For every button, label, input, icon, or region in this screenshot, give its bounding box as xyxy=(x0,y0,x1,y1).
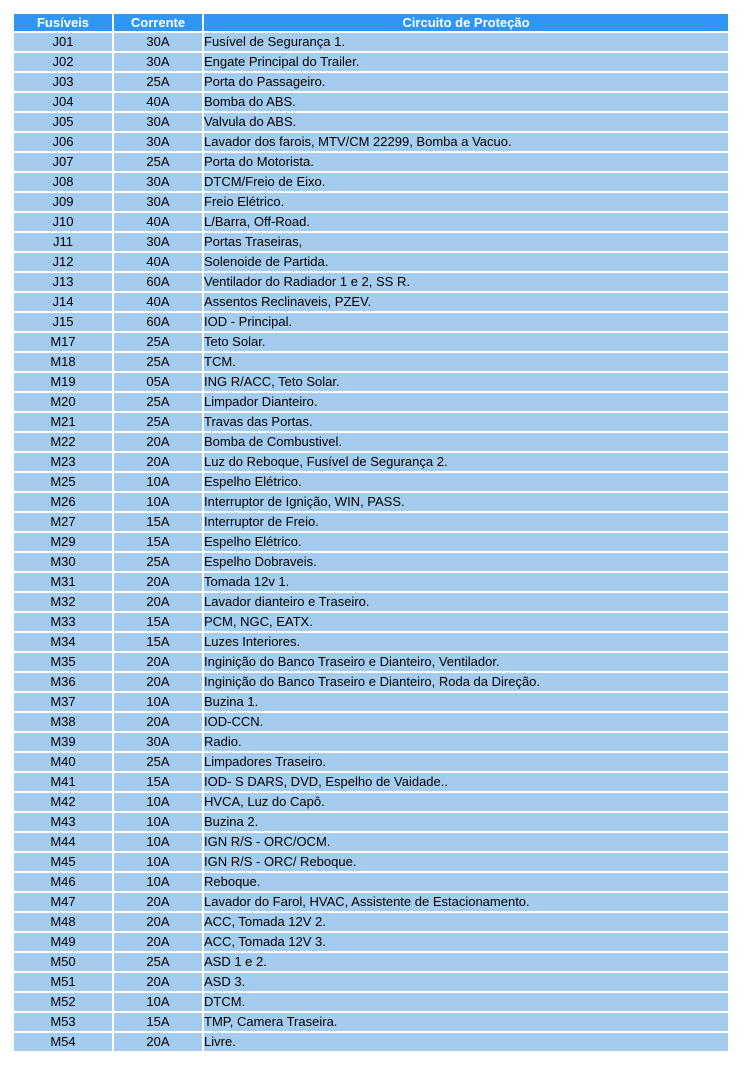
protected-circuit-cell: L/Barra, Off-Road. xyxy=(204,213,728,231)
protected-circuit-cell: Lavador dos farois, MTV/CM 22299, Bomba a Vacuo. xyxy=(204,133,728,151)
fuse-id-cell: M53 xyxy=(14,1013,112,1031)
table-row xyxy=(14,853,728,871)
table-row xyxy=(14,893,728,911)
fuse-id-cell: M45 xyxy=(14,853,112,871)
current-rating-cell: 15A xyxy=(114,1013,202,1031)
fuse-id-cell: J04 xyxy=(14,93,112,111)
table-row xyxy=(14,473,728,491)
table-row xyxy=(14,233,728,251)
current-rating-cell: 25A xyxy=(114,413,202,431)
table-row xyxy=(14,653,728,671)
current-rating-cell: 10A xyxy=(114,473,202,491)
protected-circuit-cell: TCM. xyxy=(204,353,728,371)
current-rating-cell: 40A xyxy=(114,93,202,111)
table-row xyxy=(14,953,728,971)
table-row xyxy=(14,713,728,731)
fuse-id-cell: M19 xyxy=(14,373,112,391)
current-rating-cell: 60A xyxy=(114,273,202,291)
current-rating-cell: 30A xyxy=(114,233,202,251)
table-row xyxy=(14,1033,728,1051)
table-row xyxy=(14,253,728,271)
table-row xyxy=(14,333,728,351)
protected-circuit-cell: Limpador Dianteiro. xyxy=(204,393,728,411)
protected-circuit-cell: Espelho Elétrico. xyxy=(204,533,728,551)
fuse-id-cell: M30 xyxy=(14,553,112,571)
fuse-id-cell: M48 xyxy=(14,913,112,931)
column-header-corrente: Corrente xyxy=(114,14,202,31)
table-row xyxy=(14,613,728,631)
table-row xyxy=(14,973,728,991)
protected-circuit-cell: Limpadores Traseiro. xyxy=(204,753,728,771)
protected-circuit-cell: ASD 3. xyxy=(204,973,728,991)
fuse-id-cell: J07 xyxy=(14,153,112,171)
table-row xyxy=(14,873,728,891)
fuse-id-cell: J05 xyxy=(14,113,112,131)
current-rating-cell: 60A xyxy=(114,313,202,331)
current-rating-cell: 40A xyxy=(114,213,202,231)
table-row xyxy=(14,733,728,751)
protected-circuit-cell: Porta do Motorista. xyxy=(204,153,728,171)
fuse-id-cell: M33 xyxy=(14,613,112,631)
table-row xyxy=(14,813,728,831)
protected-circuit-cell: ACC, Tomada 12V 3. xyxy=(204,933,728,951)
current-rating-cell: 30A xyxy=(114,113,202,131)
protected-circuit-cell: IGN R/S - ORC/OCM. xyxy=(204,833,728,851)
current-rating-cell: 20A xyxy=(114,973,202,991)
current-rating-cell: 15A xyxy=(114,773,202,791)
fuse-id-cell: J14 xyxy=(14,293,112,311)
table-row xyxy=(14,793,728,811)
table-row xyxy=(14,93,728,111)
fuse-id-cell: J10 xyxy=(14,213,112,231)
protected-circuit-cell: IOD- S DARS, DVD, Espelho de Vaidade.. xyxy=(204,773,728,791)
fuse-id-cell: M29 xyxy=(14,533,112,551)
protected-circuit-cell: DTCM. xyxy=(204,993,728,1011)
table-row xyxy=(14,273,728,291)
table-row xyxy=(14,593,728,611)
table-row xyxy=(14,113,728,131)
protected-circuit-cell: Inginição do Banco Traseiro e Dianteiro, Roda da Direção. xyxy=(204,673,728,691)
fuse-id-cell: J08 xyxy=(14,173,112,191)
protected-circuit-cell: Porta do Passageiro. xyxy=(204,73,728,91)
fuse-id-cell: M43 xyxy=(14,813,112,831)
fuse-id-cell: M35 xyxy=(14,653,112,671)
fuse-id-cell: J06 xyxy=(14,133,112,151)
protected-circuit-cell: ASD 1 e 2. xyxy=(204,953,728,971)
current-rating-cell: 20A xyxy=(114,1033,202,1051)
current-rating-cell: 20A xyxy=(114,653,202,671)
protected-circuit-cell: Espelho Elétrico. xyxy=(204,473,728,491)
protected-circuit-cell: Tomada 12v 1. xyxy=(204,573,728,591)
current-rating-cell: 20A xyxy=(114,713,202,731)
table-row xyxy=(14,153,728,171)
protected-circuit-cell: IGN R/S - ORC/ Reboque. xyxy=(204,853,728,871)
table-row xyxy=(14,753,728,771)
protected-circuit-cell: Travas das Portas. xyxy=(204,413,728,431)
table-row xyxy=(14,353,728,371)
table-row xyxy=(14,913,728,931)
current-rating-cell: 25A xyxy=(114,753,202,771)
protected-circuit-cell: Luz do Reboque, Fusível de Segurança 2. xyxy=(204,453,728,471)
table-row xyxy=(14,993,728,1011)
table-row xyxy=(14,193,728,211)
table-row xyxy=(14,373,728,391)
table-row xyxy=(14,553,728,571)
current-rating-cell: 30A xyxy=(114,133,202,151)
protected-circuit-cell: Interruptor de Ignição, WIN, PASS. xyxy=(204,493,728,511)
protected-circuit-cell: IOD-CCN. xyxy=(204,713,728,731)
fuse-id-cell: M42 xyxy=(14,793,112,811)
protected-circuit-cell: Reboque. xyxy=(204,873,728,891)
current-rating-cell: 10A xyxy=(114,793,202,811)
fuse-id-cell: J12 xyxy=(14,253,112,271)
table-row xyxy=(14,33,728,51)
current-rating-cell: 40A xyxy=(114,293,202,311)
table-row xyxy=(14,573,728,591)
table-row xyxy=(14,933,728,951)
current-rating-cell: 10A xyxy=(114,873,202,891)
table-row xyxy=(14,513,728,531)
protected-circuit-cell: ACC, Tomada 12V 2. xyxy=(204,913,728,931)
fuse-id-cell: M27 xyxy=(14,513,112,531)
current-rating-cell: 10A xyxy=(114,693,202,711)
table-row xyxy=(14,53,728,71)
table-row xyxy=(14,313,728,331)
current-rating-cell: 20A xyxy=(114,933,202,951)
protected-circuit-cell: Solenoide de Partida. xyxy=(204,253,728,271)
protected-circuit-cell: Interruptor de Freio. xyxy=(204,513,728,531)
current-rating-cell: 15A xyxy=(114,633,202,651)
current-rating-cell: 25A xyxy=(114,353,202,371)
table-row xyxy=(14,773,728,791)
fuse-id-cell: M38 xyxy=(14,713,112,731)
current-rating-cell: 20A xyxy=(114,593,202,611)
fuse-id-cell: M20 xyxy=(14,393,112,411)
current-rating-cell: 20A xyxy=(114,913,202,931)
current-rating-cell: 10A xyxy=(114,993,202,1011)
current-rating-cell: 30A xyxy=(114,733,202,751)
fuse-id-cell: M37 xyxy=(14,693,112,711)
fuse-id-cell: M52 xyxy=(14,993,112,1011)
protected-circuit-cell: Engate Principal do Trailer. xyxy=(204,53,728,71)
protected-circuit-cell: IOD - Principal. xyxy=(204,313,728,331)
protected-circuit-cell: TMP, Camera Traseira. xyxy=(204,1013,728,1031)
protected-circuit-cell: DTCM/Freio de Eixo. xyxy=(204,173,728,191)
protected-circuit-cell: Portas Traseiras, xyxy=(204,233,728,251)
fuse-box-table xyxy=(12,12,730,1053)
table-row xyxy=(14,413,728,431)
fuse-id-cell: M39 xyxy=(14,733,112,751)
fuse-id-cell: M44 xyxy=(14,833,112,851)
column-header-fusiveis: Fusíveis xyxy=(14,14,112,31)
protected-circuit-cell: Buzina 1. xyxy=(204,693,728,711)
current-rating-cell: 20A xyxy=(114,433,202,451)
protected-circuit-cell: Freio Elétrico. xyxy=(204,193,728,211)
current-rating-cell: 30A xyxy=(114,173,202,191)
fuse-id-cell: J11 xyxy=(14,233,112,251)
column-header-circuito: Circuito de Proteção xyxy=(204,14,728,31)
table-row xyxy=(14,293,728,311)
protected-circuit-cell: PCM, NGC, EATX. xyxy=(204,613,728,631)
table-row xyxy=(14,833,728,851)
current-rating-cell: 25A xyxy=(114,333,202,351)
current-rating-cell: 15A xyxy=(114,613,202,631)
current-rating-cell: 25A xyxy=(114,953,202,971)
fuse-id-cell: M22 xyxy=(14,433,112,451)
protected-circuit-cell: ING R/ACC, Teto Solar. xyxy=(204,373,728,391)
current-rating-cell: 25A xyxy=(114,393,202,411)
current-rating-cell: 25A xyxy=(114,73,202,91)
fuse-id-cell: M41 xyxy=(14,773,112,791)
current-rating-cell: 30A xyxy=(114,33,202,51)
fuse-id-cell: J02 xyxy=(14,53,112,71)
current-rating-cell: 30A xyxy=(114,193,202,211)
table-row xyxy=(14,493,728,511)
table-row xyxy=(14,1013,728,1031)
protected-circuit-cell: Lavador do Farol, HVAC, Assistente de Estacionamento. xyxy=(204,893,728,911)
fuse-id-cell: M40 xyxy=(14,753,112,771)
fuse-id-cell: M36 xyxy=(14,673,112,691)
fuse-id-cell: M34 xyxy=(14,633,112,651)
current-rating-cell: 40A xyxy=(114,253,202,271)
current-rating-cell: 20A xyxy=(114,453,202,471)
protected-circuit-cell: Teto Solar. xyxy=(204,333,728,351)
fuse-id-cell: M31 xyxy=(14,573,112,591)
fuse-id-cell: M25 xyxy=(14,473,112,491)
fuse-id-cell: J01 xyxy=(14,33,112,51)
current-rating-cell: 10A xyxy=(114,813,202,831)
fuse-id-cell: M17 xyxy=(14,333,112,351)
fuse-id-cell: J09 xyxy=(14,193,112,211)
protected-circuit-cell: HVCA, Luz do Capô. xyxy=(204,793,728,811)
fuse-id-cell: M32 xyxy=(14,593,112,611)
fuse-id-cell: M54 xyxy=(14,1033,112,1051)
current-rating-cell: 15A xyxy=(114,533,202,551)
current-rating-cell: 10A xyxy=(114,493,202,511)
fuse-id-cell: M49 xyxy=(14,933,112,951)
table-row xyxy=(14,433,728,451)
protected-circuit-cell: Livre. xyxy=(204,1033,728,1051)
current-rating-cell: 20A xyxy=(114,893,202,911)
table-row xyxy=(14,393,728,411)
fuse-id-cell: J13 xyxy=(14,273,112,291)
protected-circuit-cell: Luzes Interiores. xyxy=(204,633,728,651)
fuse-id-cell: M21 xyxy=(14,413,112,431)
table-row xyxy=(14,693,728,711)
protected-circuit-cell: Bomba de Combustivel. xyxy=(204,433,728,451)
protected-circuit-cell: Bomba do ABS. xyxy=(204,93,728,111)
table-row xyxy=(14,213,728,231)
table-row xyxy=(14,633,728,651)
table-row xyxy=(14,73,728,91)
protected-circuit-cell: Buzina 2. xyxy=(204,813,728,831)
fuse-id-cell: M47 xyxy=(14,893,112,911)
protected-circuit-cell: Ventilador do Radiador 1 e 2, SS R. xyxy=(204,273,728,291)
table-row xyxy=(14,133,728,151)
current-rating-cell: 05A xyxy=(114,373,202,391)
current-rating-cell: 15A xyxy=(114,513,202,531)
current-rating-cell: 25A xyxy=(114,553,202,571)
table-row xyxy=(14,673,728,691)
protected-circuit-cell: Valvula do ABS. xyxy=(204,113,728,131)
table-row xyxy=(14,453,728,471)
protected-circuit-cell: Assentos Reclinaveis, PZEV. xyxy=(204,293,728,311)
fuse-id-cell: M26 xyxy=(14,493,112,511)
current-rating-cell: 20A xyxy=(114,573,202,591)
fuse-id-cell: M46 xyxy=(14,873,112,891)
protected-circuit-cell: Inginição do Banco Traseiro e Dianteiro, Ventilador. xyxy=(204,653,728,671)
current-rating-cell: 20A xyxy=(114,673,202,691)
protected-circuit-cell: Radio. xyxy=(204,733,728,751)
table-row xyxy=(14,533,728,551)
current-rating-cell: 30A xyxy=(114,53,202,71)
protected-circuit-cell: Lavador dianteiro e Traseiro. xyxy=(204,593,728,611)
fuse-id-cell: J15 xyxy=(14,313,112,331)
protected-circuit-cell: Fusível de Segurança 1. xyxy=(204,33,728,51)
current-rating-cell: 25A xyxy=(114,153,202,171)
table-row xyxy=(14,173,728,191)
fuse-id-cell: J03 xyxy=(14,73,112,91)
current-rating-cell: 10A xyxy=(114,853,202,871)
table-header-row xyxy=(14,14,728,31)
fuse-id-cell: M18 xyxy=(14,353,112,371)
fuse-id-cell: M50 xyxy=(14,953,112,971)
current-rating-cell: 10A xyxy=(114,833,202,851)
fuse-id-cell: M51 xyxy=(14,973,112,991)
protected-circuit-cell: Espelho Dobraveis. xyxy=(204,553,728,571)
fuse-id-cell: M23 xyxy=(14,453,112,471)
